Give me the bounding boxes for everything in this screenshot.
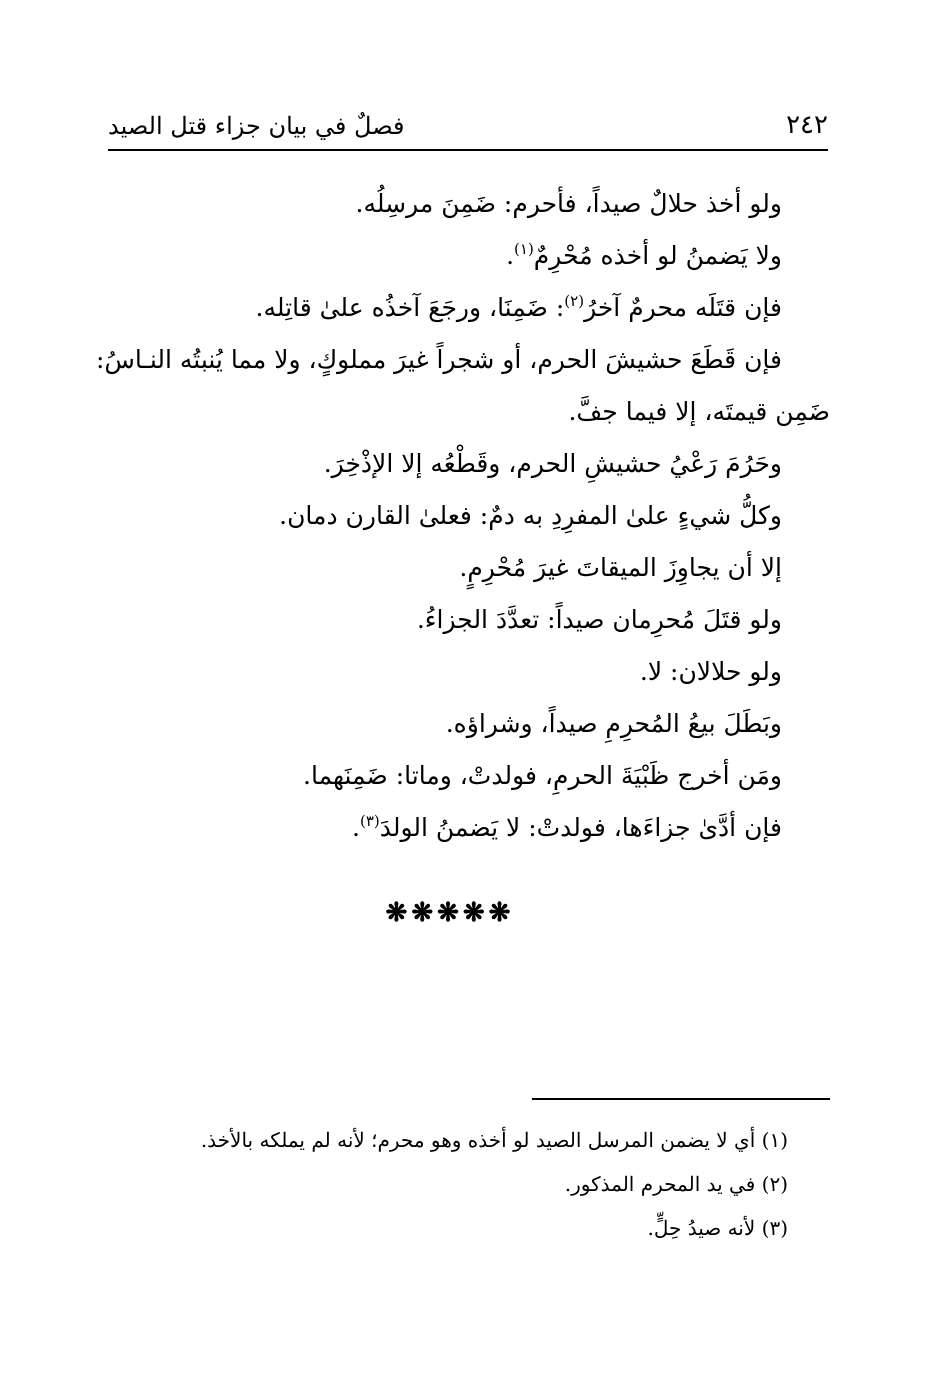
text-line: فإن قتَلَه محرمٌ آخرُ$^{(٢)}$: ضَمِنَا، ورجَعَ آخذُه علىٰ قاتِله. — [255, 292, 782, 322]
footnote-ref[interactable]: (٢) — [564, 292, 585, 310]
footnotes — [120, 1118, 788, 1250]
main-text — [95, 178, 830, 854]
footnote: (١) أي لا يضمن المرسل الصيد لو أخذه وهو محرم؛ لأنه لم يملكه بالأخذ. — [200, 1128, 788, 1152]
footnote-ref[interactable]: (٣) — [359, 812, 380, 830]
running-title: فصلٌ في بيان جزاء قتل الصيد — [108, 112, 405, 140]
footnote: (٢) في يد المحرم المذكور. — [564, 1172, 788, 1196]
text-line: ولو قتَلَ مُحرِمان صيداً: تعدَّدَ الجزاءُ. — [416, 605, 782, 634]
text-line: ولو حلالان: لا. — [639, 657, 782, 686]
section-separator: ❋❋❋❋❋ — [385, 898, 515, 928]
text-line: ولو أخذ حلالٌ صيداً، فأحرم: ضَمِنَ مرسِلُه. — [355, 189, 782, 218]
text-line: ولا يَضمنُ لو أخذه مُحْرِمٌ$^{(١)}$. — [506, 240, 782, 270]
footnote-ref[interactable]: (١) — [514, 240, 534, 258]
page-header — [108, 108, 828, 148]
header-rule — [108, 149, 828, 151]
text-line: وحَرُمَ رَعْيُ حشيشِ الحرم، وقَطْعُه إلا الإذْخِرَ. — [323, 449, 782, 478]
footnote: (٣) لأنه صيدُ حِلٍّ. — [647, 1216, 788, 1240]
page-number: ٢٤٢ — [786, 110, 828, 140]
text-line: إلا أن يجاوِزَ الميقاتَ غيرَ مُحْرِمٍ. — [459, 553, 782, 582]
text-line: ضَمِن قيمتَه، إلا فيما جفَّ. — [568, 397, 830, 426]
text-line: فإن قَطَعَ حشيشَ الحرم، أو شجراً غيرَ مملوكٍ، ولا مما يُنبتُه النـاسُ: — [95, 345, 782, 374]
footnote-rule — [532, 1098, 830, 1100]
text-line: وكلُّ شيءٍ علىٰ المفرِدِ به دمٌ: فعلىٰ القارن دمان. — [279, 501, 782, 530]
text-line: ومَن أخرج ظَبْيَةَ الحرمِ، فولدتْ، وماتا: ضَمِنَهما. — [303, 761, 782, 790]
text-line: فإن أدَّىٰ جزاءَها، فولدتْ: لا يَضمنُ الولدَ$^{(٣)}$. — [352, 812, 782, 842]
text-line: وبَطَلَ بيعُ المُحرِمِ صيداً، وشراؤه. — [445, 709, 782, 738]
